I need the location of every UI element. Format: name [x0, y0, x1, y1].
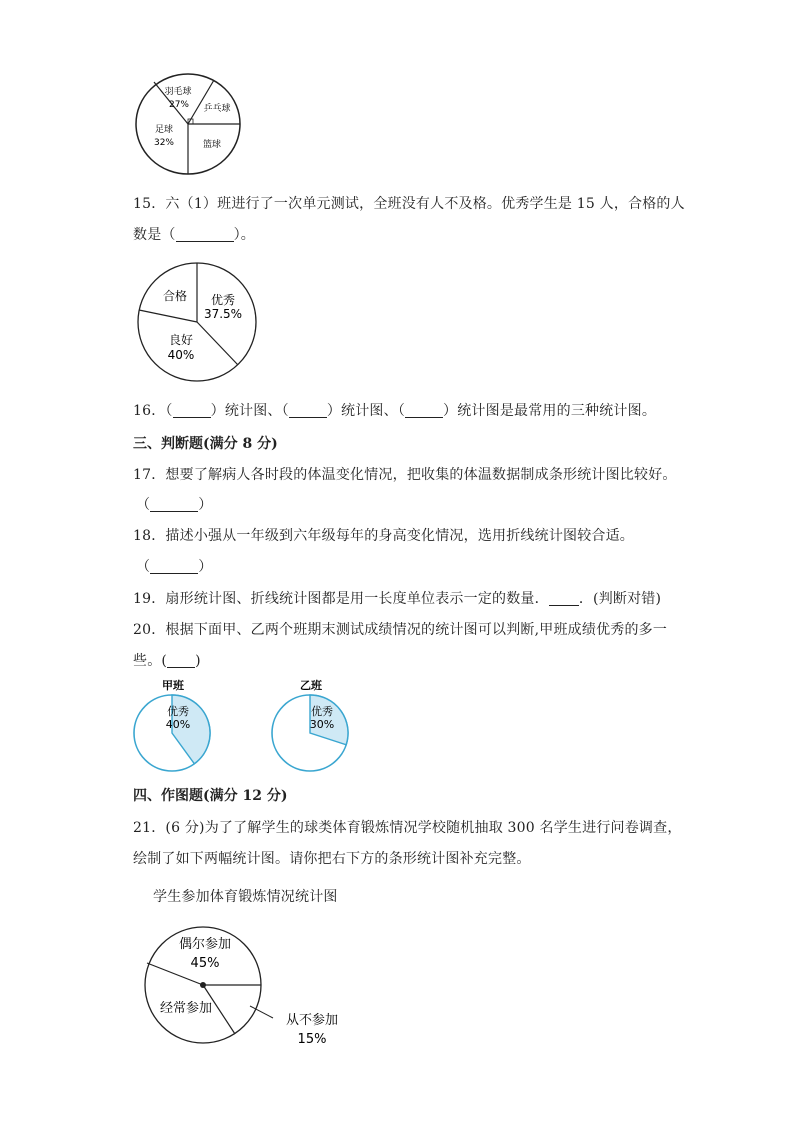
pie-label-badminton: 羽毛球 — [164, 87, 192, 97]
pie-label-lianghao: 良好 — [168, 333, 194, 347]
q15-line1: 15．六（1）班进行了一次单元测试，全班没有人不及格。优秀学生是 15 人，合格的人 — [133, 196, 685, 212]
q18-text: 18．描述小强从一年级到六年级每年的身高变化情况，选用折线统计图较合适。 — [133, 528, 635, 544]
q17-answer-blank[interactable] — [150, 497, 198, 512]
yi-label: 优秀 — [311, 705, 333, 718]
q16-line — [133, 400, 656, 420]
pie-label-lianghao-pct: 40% — [167, 348, 195, 362]
pie-label-football: 足球 — [154, 125, 174, 135]
q20-line2 — [133, 650, 201, 670]
yi-pct: 30% — [309, 718, 335, 731]
pie-label-badminton-pct: 27% — [168, 100, 190, 110]
q19-answer-blank[interactable] — [549, 591, 579, 606]
q16-part4: ）统计图是最常用的三种统计图。 — [443, 403, 657, 419]
q20-line2-pre: 些。( — [133, 653, 168, 669]
q20-answer-blank[interactable] — [167, 653, 195, 668]
pie-label-jingchang: 经常参加 — [159, 1001, 213, 1016]
pie-label-congbu-pct: 15% — [297, 1032, 327, 1047]
jia-title: 甲班 — [162, 679, 184, 692]
pie-label-pingpong: 乒乓球 — [203, 104, 231, 114]
pie-label-hege: 合格 — [162, 289, 188, 303]
pie-label-basketball: 篮球 — [202, 140, 222, 150]
q18-paren-open: （ — [136, 559, 151, 575]
pie-label-ouer: 偶尔参加 — [178, 937, 232, 952]
sports-pie-chart — [134, 72, 244, 176]
q19-post: ．(判断对错) — [578, 591, 662, 607]
section3-heading: 三、判断题(满分 8 分) — [133, 436, 278, 452]
pie-label-congbu: 从不参加 — [285, 1013, 339, 1028]
q15-line2-post: ）。 — [233, 227, 256, 243]
yi-title: 乙班 — [300, 679, 322, 692]
q21-pie-chart — [140, 926, 360, 1050]
q16-blank-2[interactable] — [289, 403, 327, 418]
pie-label-football-pct: 32% — [153, 138, 175, 148]
q15-line2-pre: 数是（ — [133, 227, 176, 243]
q16-blank-1[interactable] — [173, 403, 211, 418]
q17-paren-close: ） — [198, 497, 213, 513]
class-yi-pie-chart — [266, 676, 356, 776]
q18-paren-close: ） — [198, 559, 213, 575]
q20-line1: 20．根据下面甲、乙两个班期末测试成绩情况的统计图可以判断,甲班成绩优秀的多一 — [133, 622, 668, 638]
q17-answer — [136, 494, 212, 514]
q16-blank-3[interactable] — [405, 403, 443, 418]
q21-line1: 21．(6 分)为了了解学生的球类体育锻炼情况学校随机抽取 300 名学生进行问卷调查， — [133, 820, 682, 836]
section4-heading: 四、作图题(满分 12 分) — [133, 788, 288, 804]
q17-text: 17．想要了解病人各时段的体温变化情况，把收集的体温数据制成条形统计图比较好。 — [133, 467, 677, 483]
q20-line2-post: ) — [195, 653, 201, 669]
q21-line2: 绘制了如下两幅统计图。请你把右下方的条形统计图补充完整。 — [133, 851, 531, 867]
q16-part2: ）统计图、（ — [210, 403, 289, 419]
q16-part1: 16．（ — [133, 403, 173, 419]
class-jia-pie-chart — [128, 676, 218, 776]
q19-pre: 19．扇形统计图、折线统计图都是用一长度单位表示一定的数量． — [133, 591, 549, 607]
pie-label-youxiu-pct: 37.5% — [203, 307, 243, 321]
q15-pie-chart — [137, 262, 259, 384]
q17-paren-open: （ — [136, 497, 151, 513]
q15-line2 — [133, 224, 255, 244]
q21-chart-title: 学生参加体育锻炼情况统计图 — [153, 889, 338, 905]
q18-answer — [136, 556, 212, 576]
q15-answer-blank[interactable] — [176, 227, 234, 242]
pie-label-ouer-pct: 45% — [190, 956, 220, 971]
q18-answer-blank[interactable] — [150, 559, 198, 574]
q19-line — [133, 588, 661, 608]
jia-label: 优秀 — [167, 705, 189, 718]
jia-pct: 40% — [165, 718, 191, 731]
pie-label-youxiu: 优秀 — [210, 293, 236, 307]
q16-part3: ）统计图、（ — [326, 403, 406, 419]
